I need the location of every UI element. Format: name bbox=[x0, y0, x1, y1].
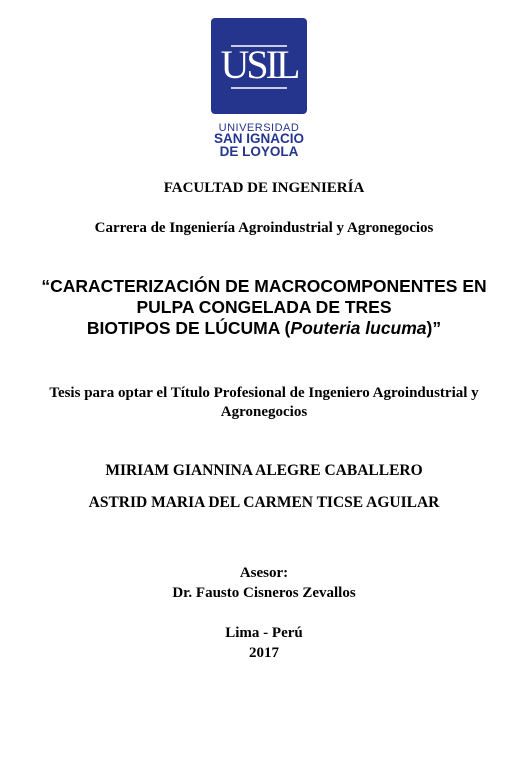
logo-line-universidad: UNIVERSIDAD bbox=[218, 122, 300, 134]
thesis-purpose bbox=[0, 384, 528, 422]
year: 2017 bbox=[249, 645, 279, 661]
logo-monogram: USIL bbox=[220, 42, 298, 87]
title-line-3-suffix: )” bbox=[426, 318, 442, 338]
title-line-3 bbox=[0, 318, 528, 339]
advisor-name: Dr. Fausto Cisneros Zevallos bbox=[172, 585, 356, 601]
logo-line-san-ignacio: SAN IGNACIO bbox=[213, 131, 304, 146]
thesis-purpose-line-2: Agronegocios bbox=[220, 404, 308, 420]
advisor-label: Asesor: bbox=[239, 565, 289, 581]
logo-line-de-loyola: DE LOYOLA bbox=[219, 144, 299, 159]
author-name: ASTRID MARIA DEL CARMEN TICSE AGUILAR bbox=[88, 494, 440, 511]
title-line-3-prefix: BIOTIPOS DE LÚCUMA ( bbox=[86, 318, 291, 338]
title-line-1: “CARACTERIZACIÓN DE MACROCOMPONENTES EN bbox=[41, 276, 487, 296]
career-heading: Carrera de Ingeniería Agroindustrial y Agronegocios bbox=[94, 220, 434, 236]
title-line-2: PULPA CONGELADA DE TRES bbox=[136, 297, 392, 317]
faculty-heading: FACULTAD DE INGENIERÍA bbox=[163, 180, 365, 196]
author-name: MIRIAM GIANNINA ALEGRE CABALLERO bbox=[105, 462, 423, 479]
title-species-name: Pouteria lucuma bbox=[290, 318, 427, 338]
thesis-purpose-line-1: Tesis para optar el Título Profesional de Ingeniero Agroindustrial y bbox=[49, 385, 479, 401]
usil-monogram-icon bbox=[211, 18, 307, 114]
place: Lima - Perú bbox=[225, 625, 303, 641]
university-logo bbox=[211, 18, 307, 114]
thesis-title bbox=[0, 276, 528, 339]
